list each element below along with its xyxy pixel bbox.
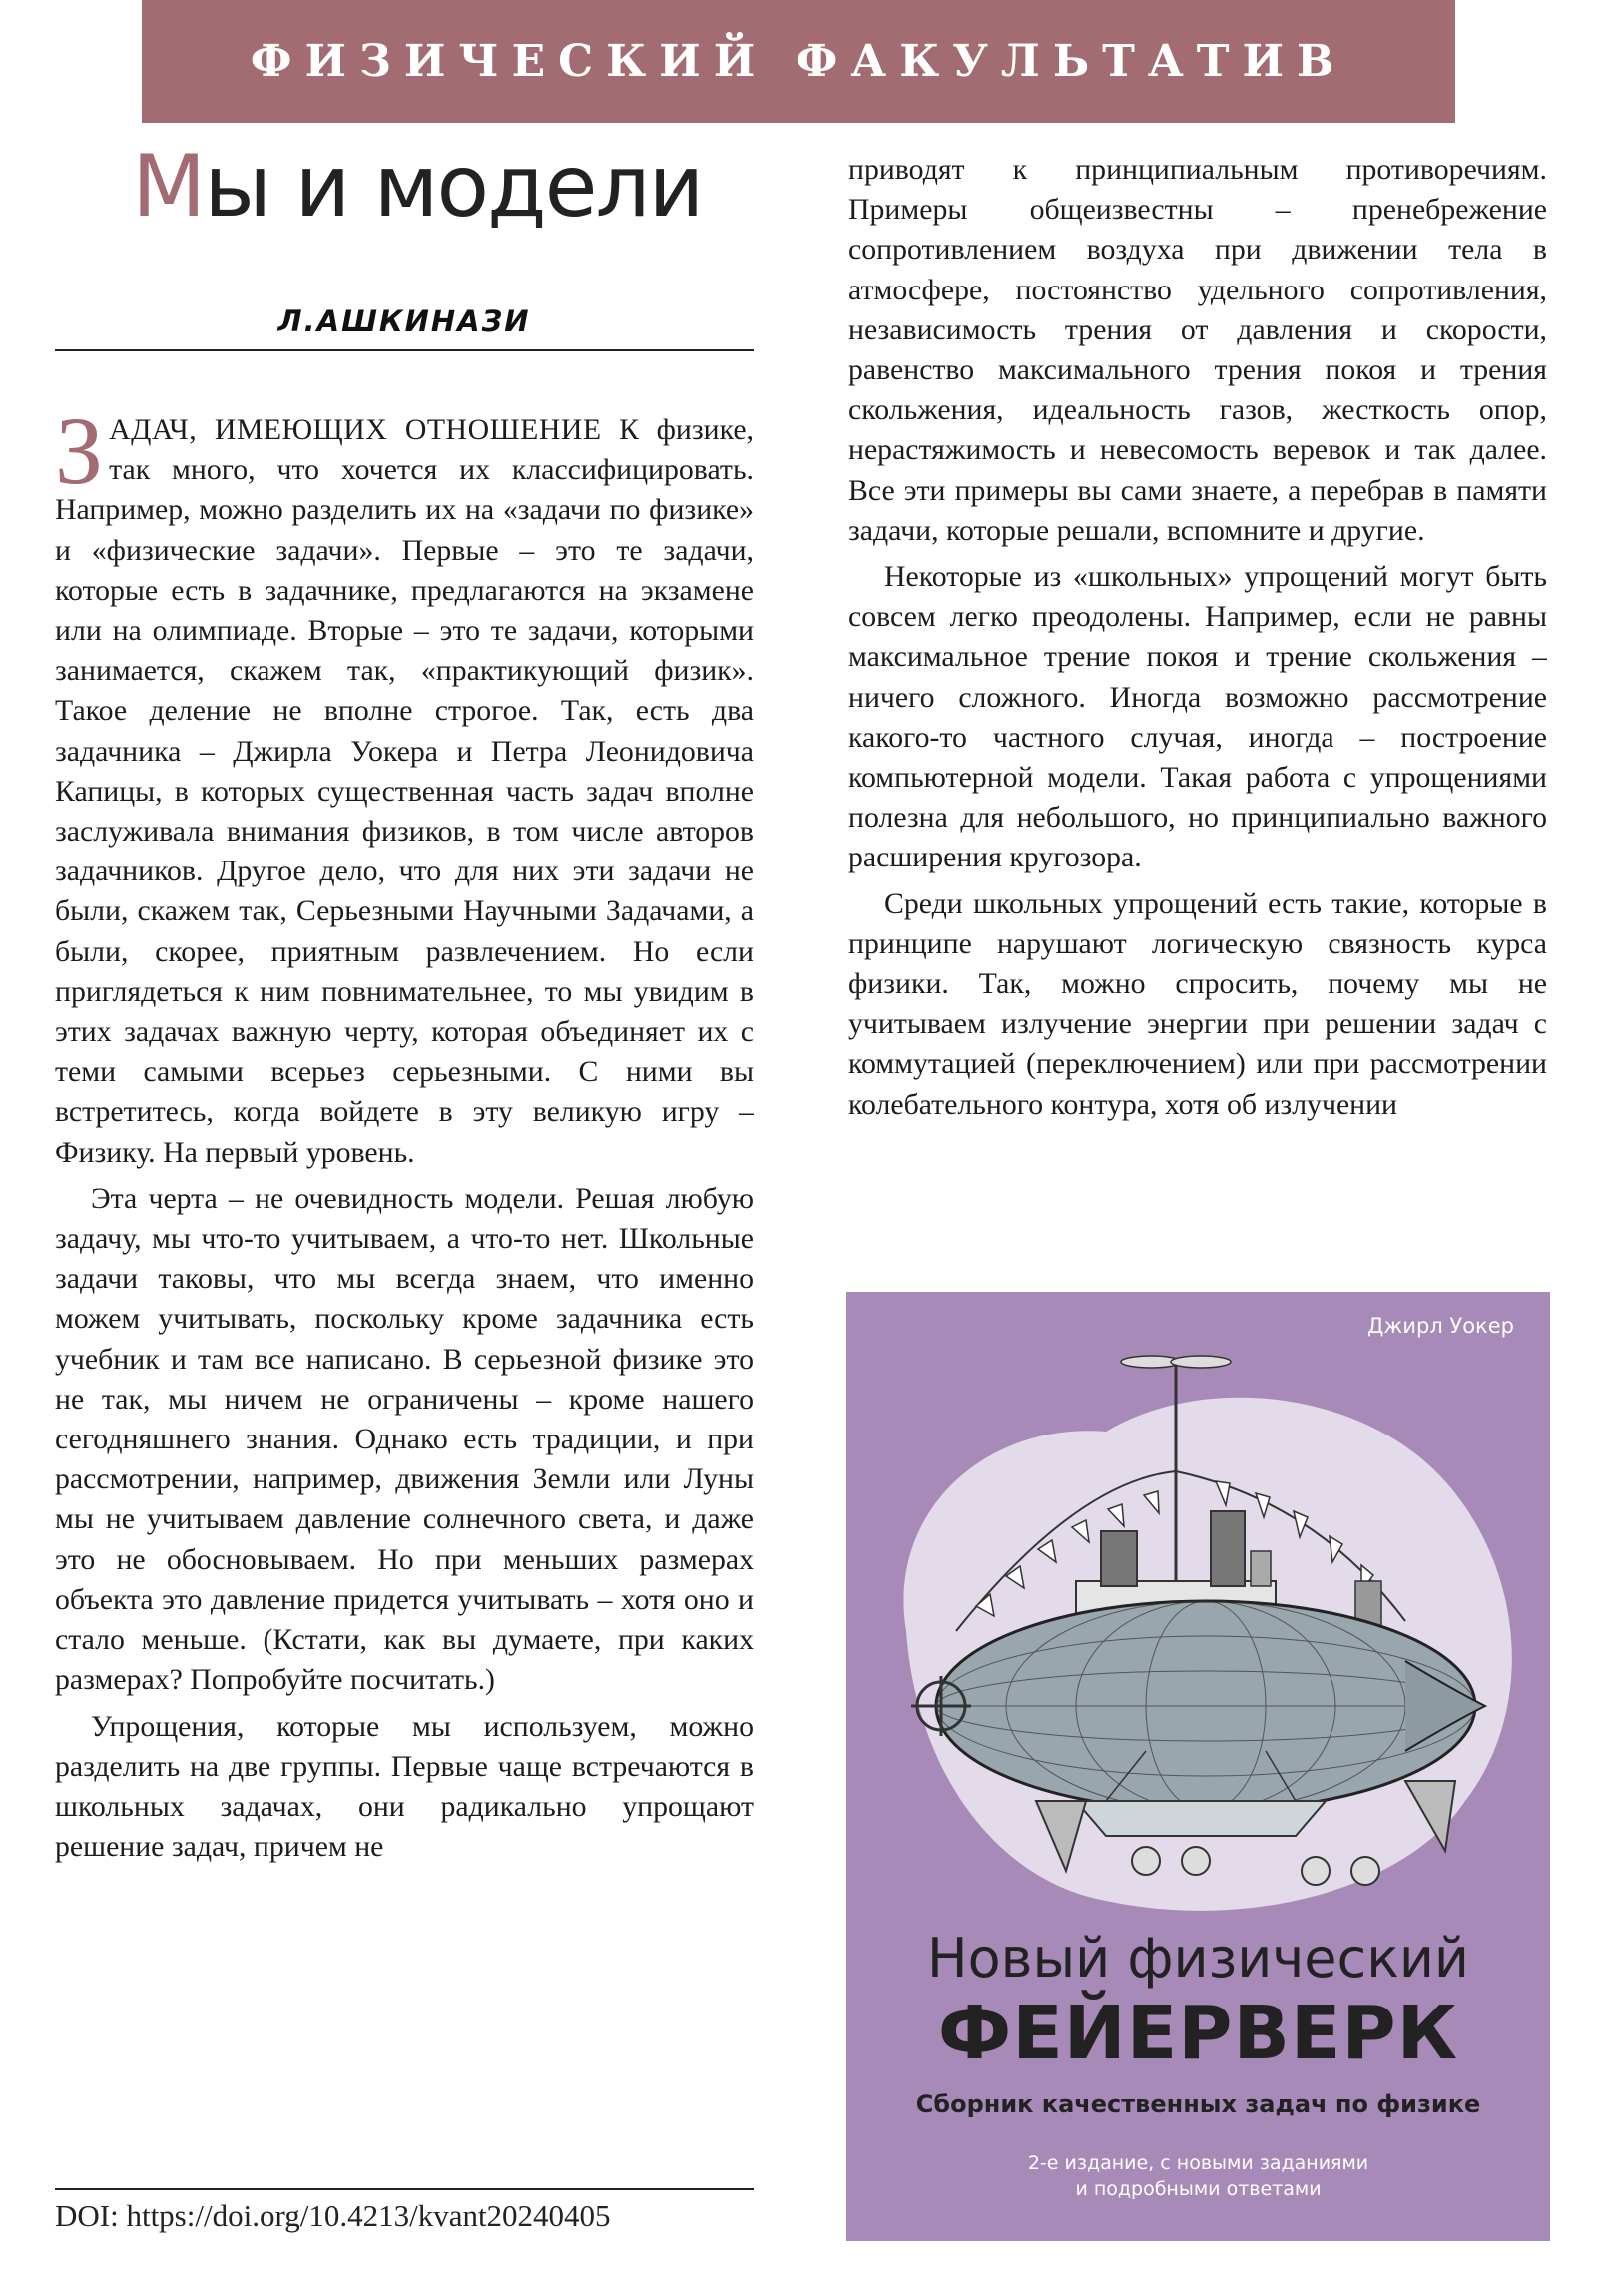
title-rest: ы и модели: [204, 137, 703, 237]
section-title: ФИЗИЧЕСКИЙ ФАКУЛЬТАТИВ: [250, 36, 1347, 87]
paragraph-4: приводят к принципиальным противоречиям. Примеры общеизвестны – пренебрежение сопротивлением воздуха при движении тела в атмосфере, постоянство удельного сопротивления, независимость трения от давления и скорости, равенство максимального трения покоя и трения скольжения, идеальность газов, жесткость опор, нерастяжимость и невесомость веревок и так далее. Все эти примеры вы сами знаете, а перебрав в памяти задачи, которые решали, вспомните и другие.: [848, 153, 1547, 547]
book-cover: [846, 1292, 1550, 2241]
paragraph-6: Среди школьных упрощений есть такие, которые в принципе нарушают логическую связность курса физики. Так, можно спросить, почему мы не учитываем излучение энергии при решении задач с коммутацией (переключением) или при рассмотрении колебательного контура, хотя об излучении: [848, 886, 1547, 1121]
drop-cap: З: [55, 410, 104, 504]
paragraph-1: [55, 410, 754, 1173]
article-title: [132, 132, 771, 242]
title-first-letter: М: [132, 137, 205, 237]
cover-title-line-1: Новый физический: [926, 1927, 1470, 1990]
paragraph-3: Упрощения, которые мы используем, можно разделить на две группы. Первые чаще встречаются в школьных задачах, они радикально упрощают решение задач, причем не: [55, 1709, 754, 1864]
cover-edition-line-1: 2-е издание, с новыми заданиями: [1027, 2152, 1369, 2174]
airship-illustration: [846, 1332, 1550, 1971]
cover-author: Джирл Уокер: [1367, 1314, 1514, 1338]
paragraph-2: Эта черта – не очевидность модели. Решая любую задачу, мы что-то учитываем, а что-то нет. Школьные задачи таковы, что мы всегда знаем, что именно можем учитывать, поскольку кроме задачника есть учебник и там все написано. В серьезной физике это не так, мы ничем не ограничены – кроме нашего сегодняшнего знания. Однако есть традиции, и при рассмотрении, например, движения Земли или Луны мы не учитываем давление солнечного света, и даже это не обосновываем. Но при меньших размерах объекта это давление придется учитывать – хотя оно и стало меньше. (Кстати, как вы думаете, при каких размерах? Попробуйте посчитать.): [55, 1181, 754, 1697]
cover-edition-line-2: и подробными ответами: [1075, 2178, 1322, 2200]
paragraph-1-text: физике, так много, что хочется их классифицировать. Например, можно разделить их на «задачи по физике» и «физические задачи». Первые – это те задачи, которые есть в задачнике, предлагаются на экзамене или на олимпиаде. Вторые – это те задачи, которыми занимается, скажем так, «практикующий физик». Такое деление не вполне строгое. Так, есть два задачника – Джирла Уокера и Петра Леонидовича Капицы, в которых существенная часть задач вполне заслуживала внимания физиков, в том числе авторов задачников. Другое дело, что для них эти задачи не были, скажем так, Серьезными Научными Задачами, а были, скорее, приятным развлечением. Но если приглядеться к ним повнимательнее, то мы увидим в этих задачах важную черту, которая объединяет их с теми самыми всерьез серьезными. С ними вы встретитесь, когда войдете в эту великую игру – Физику. На первый уровень.: [55, 413, 754, 1169]
section-header: [142, 0, 1455, 123]
article-author: Л.АШКИНАЗИ: [277, 304, 531, 338]
cover-edition: [976, 2150, 1420, 2202]
left-column: [55, 410, 754, 2142]
doi-reference: DOI: https://doi.org/10.4213/kvant20240405: [55, 2198, 611, 2233]
footer-divider: [55, 2188, 754, 2190]
right-column: [848, 150, 1547, 1278]
author-divider: [55, 349, 754, 351]
cover-subtitle: Сборник качественных задач по физике: [915, 2090, 1481, 2118]
cover-title-line-2: ФЕЙЕРВЕРК: [937, 1991, 1459, 2076]
paragraph-5: Некоторые из «школьных» упрощений могут быть совсем легко преодолены. Например, если не равны максимальное трение покоя и трение скольжения – ничего сложного. Иногда возможно рассмотрение какого-то частного случая, иногда – построение компьютерной модели. Такая работа с упрощениями полезна для небольшого, но принципиально важного расширения кругозора.: [848, 560, 1547, 874]
paragraph-1-lead: АДАЧ, ИМЕЮЩИХ ОТНОШЕНИЕ К: [109, 413, 640, 446]
